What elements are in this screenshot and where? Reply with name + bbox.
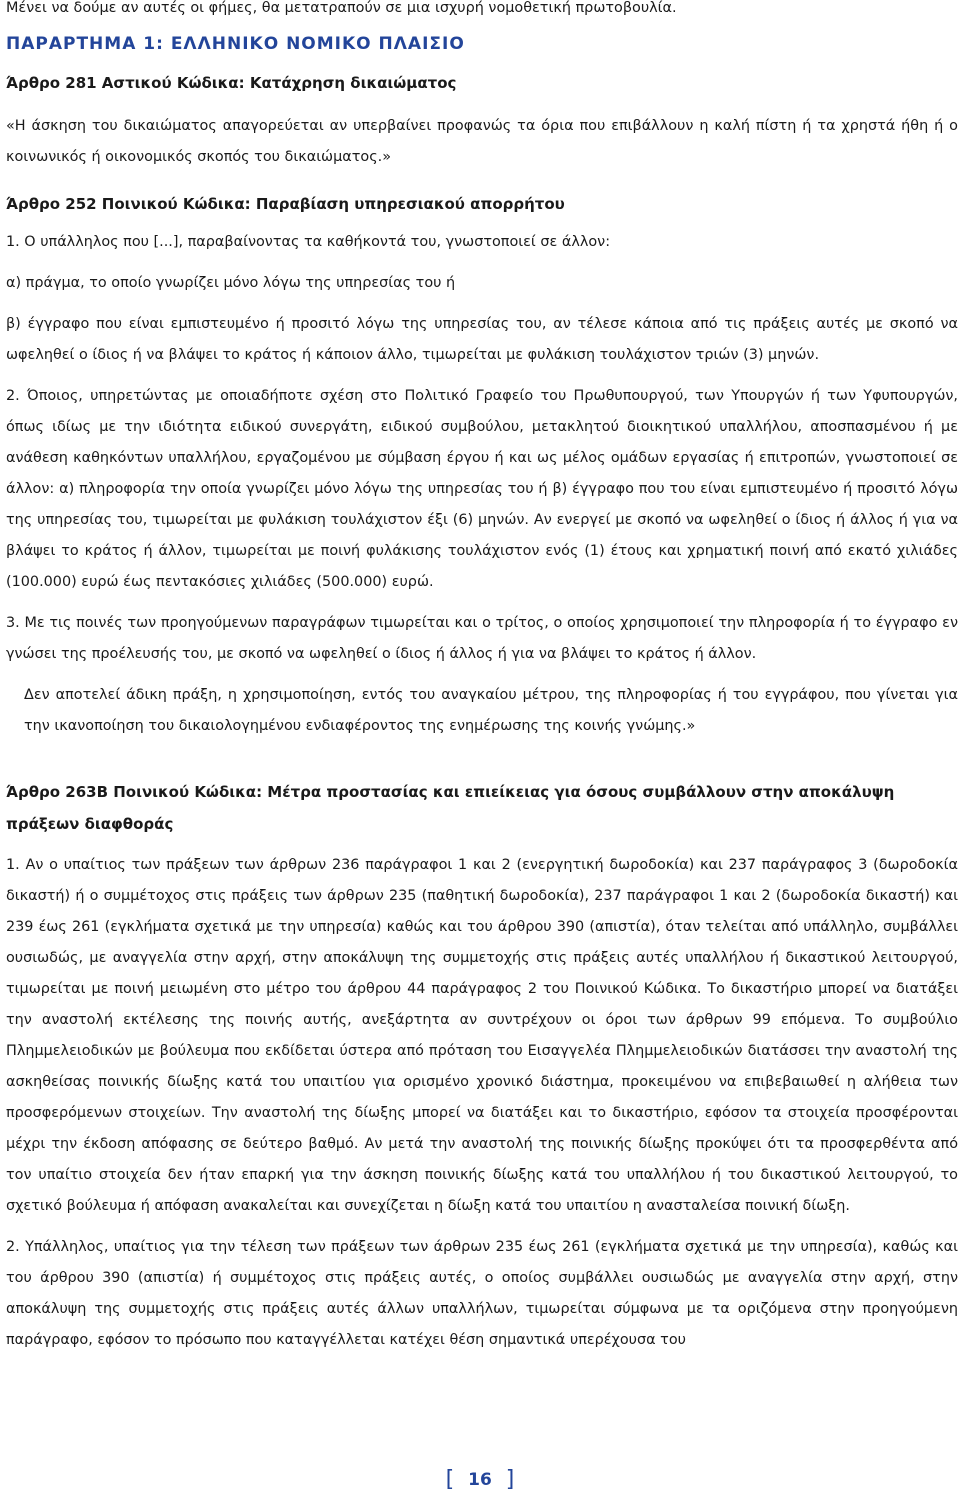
article-281-text: «Η άσκηση του δικαιώματος απαγορεύεται αν υπερβαίνει προφανώς τα όρια που επιβάλλουν η καλή πίστη ή τα χρηστά ήθη ή ο κοινωνικός ή οικονομικός σκοπός του δικαιώματος.» — [6, 118, 958, 165]
page-number-value: 16 — [468, 1470, 492, 1490]
page-number — [0, 1466, 960, 1491]
document-page — [6, 0, 958, 1356]
appendix-title: ΠΑΡΑΡΤΗΜΑ 1: ΕΛΛΗΝΙΚΟ ΝΟΜΙΚΟ ΠΛΑΙΣΙΟ — [6, 34, 465, 54]
article-252-para-1a: α) πράγμα, το οποίο γνωρίζει μόνο λόγω της υπηρεσίας του ή — [6, 275, 456, 291]
article-263b-para-1: 1. Αν ο υπαίτιος των πράξεων των άρθρων 236 παράγραφοι 1 και 2 (ενεργητική δωροδοκία) και 237 παράγραφος 3 (δωροδοκία δικαστή) ή ο συμμέτοχος στις πράξεις των άρθρων 235 (παθητική δωροδοκία), 237 παράγραφοι 1 και 2 (δωροδοκία δικαστή) και 239 έως 261 (εγκλήματα σχετικά με την υπηρεσία) καθώς και του άρθρου 390 (απιστία), όταν τελείται από υπάλληλο, συμβάλλει ουσιωδώς, με αναγγελία στην αρχή, στην αποκάλυψη της συμμετοχής στις πράξεις αυτές υπαλλήλου ή δικαστικού λειτουργού, τιμωρείται με ποινή μειωμένη στο μέτρο του άρθρου 44 παράγραφος 2 του Ποινικού Κώδικα. Το δικαστήριο μπορεί να διατάξει την αναστολή εκτέλεσης της ποινής αυτής, ανεξάρτητα αν συντρέχουν οι όροι των άρθρων 99 επόμενα. Το συμβούλιο Πλημμελειοδικών με βούλευμα που εκδίδεται ύστερα από πρόταση του Εισαγγελέα Πλημμελειοδικών διατάσσει την αναστολή της ασκηθείσας ποινικής δίωξης κατά του υπαιτίου για ορισμένο χρονικό διάστημα, προκειμένου να επιβεβαιωθεί η αλήθεια των προσφερόμενων στοιχείων. Την αναστολή της δίωξης μπορεί να διατάξει και το δικαστήριο, εφόσον τα στοιχεία προσφέρονται μέχρι την έκδοση απόφασης σε δεύτερο βαθμό. Αν μετά την αναστολή της ποινικής δίωξης προκύψει ότι τα προσφερθέντα από τον υπαίτιο στοιχεία δεν ήταν επαρκή για την άσκηση ποινικής δίωξης κατά του υπαλλήλου ή του δικαστικού λειτουργού, το σχετικό βούλευμα ή απόφαση ανακαλείται και συνεχίζεται η δίωξη κατά του υπαιτίου η ανασταλείσα ποινική δίωξη. — [6, 857, 958, 1214]
page-bracket-left: [ — [445, 1467, 455, 1492]
intro-line: Μένει να δούμε αν αυτές οι φήμες, θα μετατραπούν σε μια ισχυρή νομοθετική πρωτοβουλία. — [6, 0, 677, 16]
article-252-heading: Άρθρο 252 Ποινικού Κώδικα: Παραβίαση υπηρεσιακού απορρήτου — [6, 195, 565, 213]
page-bracket-right: ] — [505, 1467, 515, 1492]
article-252-para-1b: β) έγγραφο που είναι εμπιστευμένο ή προσιτό λόγω της υπηρεσίας του, αν τέλεσε κάποια από τις πράξεις αυτές με σκοπό να ωφεληθεί ο ίδιος ή να βλάψει το κράτος ή κάποιον άλλο, τιμωρείται με φυλάκιση τουλάχιστον τριών (3) μηνών. — [6, 316, 958, 363]
article-252-para-1: 1. Ο υπάλληλος που [...], παραβαίνοντας τα καθήκοντά του, γνωστοποιεί σε άλλον: — [6, 234, 611, 250]
article-263b-para-2: 2. Υπάλληλος, υπαίτιος για την τέλεση των πράξεων των άρθρων 235 έως 261 (εγκλήματα σχετικά με την υπηρεσία), καθώς και του άρθρου 390 (απιστία) ή συμμέτοχος στις πράξεις αυτές, ο οποίος συμβάλλει ουσιωδώς με αναγγελία στην αρχή, στην αποκάλυψη της συμμετοχής στις πράξεις αυτές άλλων υπαλλήλων, τιμωρείται σύμφωνα με τα οριζόμενα στην προηγούμενη παράγραφο, εφόσον το πρόσωπο που καταγγέλλεται κατέχει θέση σημαντικά υπερέχουσα του — [6, 1239, 958, 1348]
article-252-para-4: Δεν αποτελεί άδικη πράξη, η χρησιμοποίηση, εντός του αναγκαίου μέτρου, της πληροφορίας ή του εγγράφου, που γίνεται για την ικανοποίηση του δικαιολογημένου ενδιαφέροντος της ενημέρωσης της κοινής γνώμης.» — [24, 687, 958, 734]
article-252-para-3: 3. Με τις ποινές των προηγούμενων παραγράφων τιμωρείται και ο τρίτος, ο οποίος χρησιμοποιεί την πληροφορία ή το έγγραφο εν γνώσει της προέλευσής του, με σκοπό να ωφεληθεί ο ίδιος ή άλλος ή για να βλάψει το κράτος ή άλλον. — [6, 615, 958, 662]
article-263b-heading: Άρθρο 263Β Ποινικού Κώδικα: Μέτρα προστασίας και επιείκειας για όσους συμβάλλουν στην αποκάλυψη πράξεων διαφθοράς — [6, 783, 895, 833]
article-252-para-2: 2. Όποιος, υπηρετώντας με οποιαδήποτε σχέση στο Πολιτικό Γραφείο του Πρωθυπουργού, των Υπουργών ή των Υφυπουργών, όπως ιδίως με την ιδιότητα ειδικού συνεργάτη, ειδικού συμβούλου, μετακλητού διοικητικού υπαλλήλου, αποσπασμένου ή με ανάθεση καθηκόντων υπαλλήλου, εργαζομένου με σύμβαση έργου ή και ως μέλος ομάδων εργασίας ή επιτροπών, γνωστοποιεί σε άλλον: α) πληροφορία την οποία γνωρίζει μόνο λόγω της υπηρεσίας του ή β) έγγραφο που του είναι εμπιστευμένο ή προσιτό λόγω της υπηρεσίας του, τιμωρείται με φυλάκιση τουλάχιστον έξι (6) μηνών. Αν ενεργεί με σκοπό να ωφεληθεί ο ίδιος ή άλλος ή για να βλάψει το κράτος ή άλλον, τιμωρείται με ποινή φυλάκισης τουλάχιστον ενός (1) έτους και χρηματική ποινή από εκατό χιλιάδες (100.000) ευρώ έως πεντακόσιες χιλιάδες (500.000) ευρώ. — [6, 388, 958, 590]
article-281-heading: Άρθρο 281 Αστικού Κώδικα: Κατάχρηση δικαιώματος — [6, 74, 457, 92]
